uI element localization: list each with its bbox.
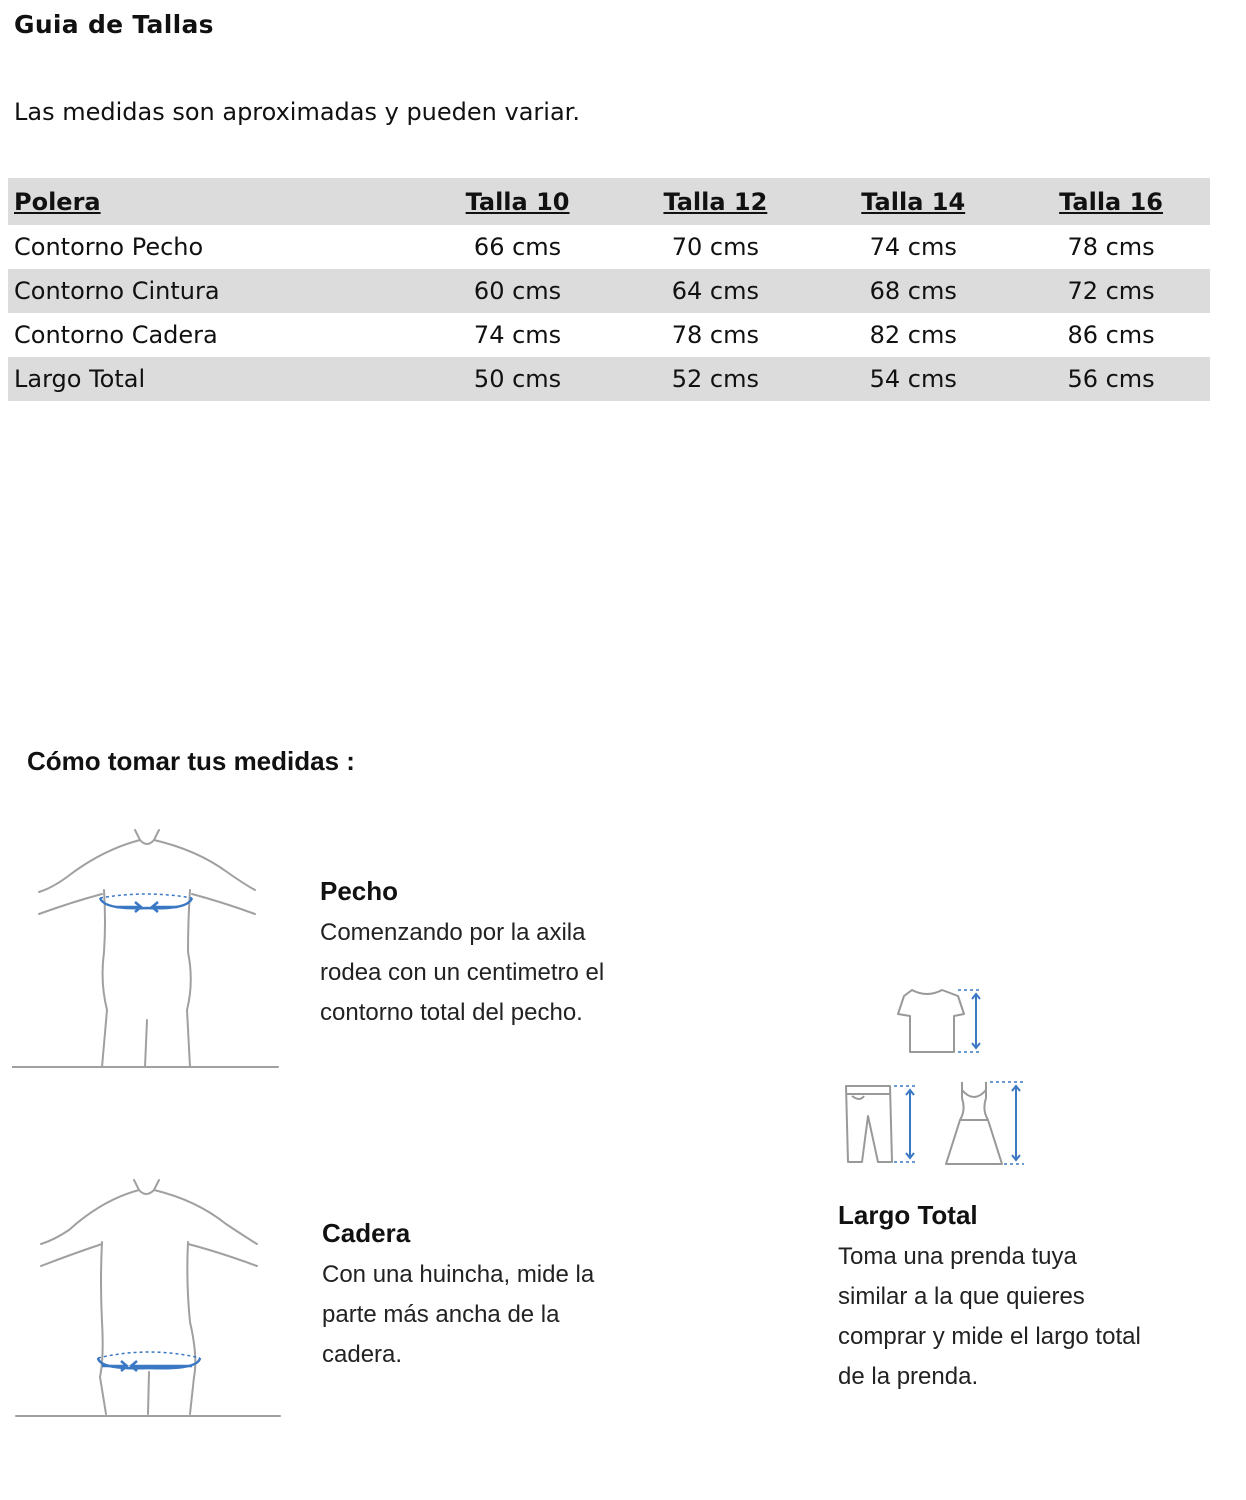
- length-text-line: de la prenda.: [838, 1363, 979, 1390]
- hip-text-line: cadera.: [322, 1341, 403, 1368]
- how-to-measure-title: Cómo tomar tus medidas :: [27, 746, 355, 776]
- hip-text-line: parte más ancha de la: [322, 1301, 560, 1328]
- table-cell: 56 cms: [1067, 365, 1155, 393]
- table-row: [8, 357, 1210, 401]
- table-cell: 54 cms: [869, 365, 957, 393]
- table-row: [8, 313, 1210, 357]
- chest-text-line: rodea con un centimetro el: [320, 959, 605, 986]
- chest-text-line: contorno total del pecho.: [320, 999, 583, 1026]
- table-cell: 60 cms: [473, 277, 562, 305]
- chest-heading: Pecho: [320, 876, 399, 906]
- table-row: [8, 225, 1210, 269]
- row-label: Largo Total: [14, 365, 146, 393]
- body-hip-measure-icon: [14, 1172, 284, 1422]
- column-header-size-16: Talla 16: [1059, 187, 1163, 216]
- hip-heading: Cadera: [322, 1218, 411, 1248]
- column-header-size-12: Talla 12: [663, 187, 768, 216]
- table-cell: 86 cms: [1067, 321, 1155, 349]
- row-label: Contorno Pecho: [14, 233, 204, 261]
- tshirt-length-icon: [892, 984, 992, 1060]
- table-cell: 74 cms: [869, 233, 957, 261]
- size-table: [8, 178, 1210, 401]
- table-cell: 72 cms: [1067, 277, 1155, 305]
- column-header-garment: Polera: [14, 187, 101, 216]
- pants-length-icon: [838, 1080, 928, 1170]
- dress-length-icon: [940, 1076, 1030, 1172]
- table-cell: 50 cms: [473, 365, 562, 393]
- length-text-line: comprar y mide el largo total: [838, 1323, 1141, 1350]
- disclaimer-note: Las medidas son aproximadas y pueden variar.: [14, 98, 580, 126]
- table-header-row: [8, 178, 1210, 225]
- table-cell: 78 cms: [671, 321, 759, 349]
- length-text-line: similar a la que quieres: [838, 1283, 1085, 1310]
- table-row: [8, 269, 1210, 313]
- hip-text-line: Con una huincha, mide la: [322, 1261, 595, 1288]
- body-chest-measure-icon: [12, 822, 282, 1072]
- table-cell: 70 cms: [671, 233, 759, 261]
- length-heading: Largo Total: [838, 1200, 978, 1230]
- table-cell: 52 cms: [671, 365, 759, 393]
- table-cell: 78 cms: [1067, 233, 1155, 261]
- length-text-line: Toma una prenda tuya: [838, 1243, 1077, 1270]
- table-cell: 66 cms: [473, 233, 562, 261]
- column-header-size-10: Talla 10: [465, 187, 570, 216]
- table-cell: 74 cms: [473, 321, 562, 349]
- length-instructions: [838, 1200, 1218, 1397]
- row-label: Contorno Cadera: [14, 321, 218, 349]
- hip-instructions: [322, 1218, 652, 1375]
- row-label: Contorno Cintura: [14, 277, 220, 305]
- page-title: Guia de Tallas: [14, 10, 214, 39]
- table-cell: 82 cms: [869, 321, 957, 349]
- table-cell: 68 cms: [869, 277, 957, 305]
- chest-instructions: [320, 876, 650, 1033]
- chest-text-line: Comenzando por la axila: [320, 919, 586, 946]
- table-cell: 64 cms: [671, 277, 759, 305]
- column-header-size-14: Talla 14: [861, 187, 966, 216]
